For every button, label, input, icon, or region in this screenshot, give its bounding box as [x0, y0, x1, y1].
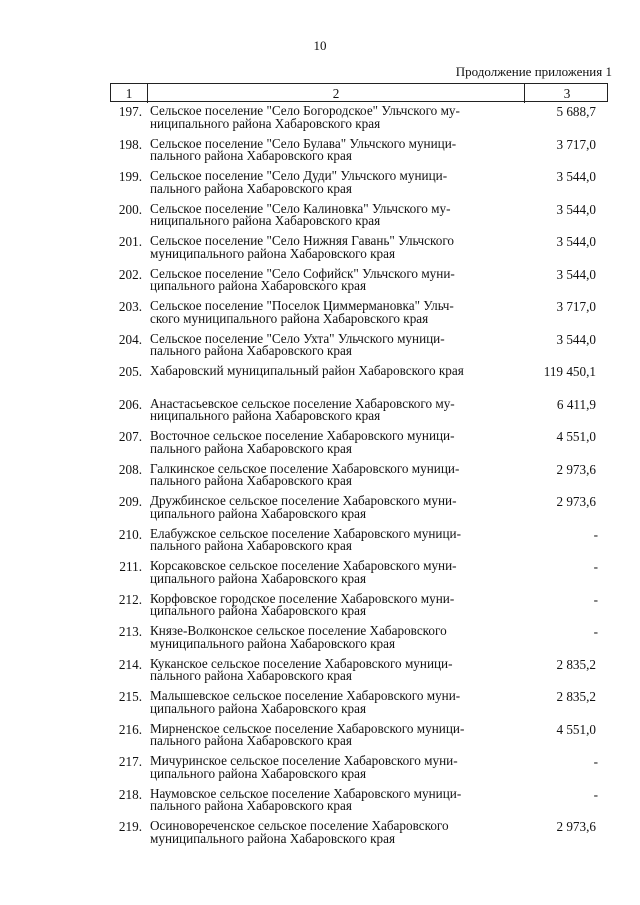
municipality-name-line: Дружбинское сельское поселение Хабаровского муни-: [150, 493, 457, 508]
row-number: 217.: [118, 754, 142, 769]
table-row: [110, 687, 608, 720]
municipality-name-line: ципального района Хабаровского края: [150, 603, 367, 618]
amount-value: 6 411,9: [556, 396, 596, 412]
municipality-name-line: пального района Хабаровского края: [150, 148, 352, 163]
table-row: [110, 167, 608, 200]
municipality-name: [146, 235, 523, 265]
amount-value: 3 544,0: [556, 234, 596, 249]
table-row: [110, 817, 608, 850]
row-number: 211.: [119, 559, 142, 574]
table-row: [110, 557, 608, 590]
amount-value: 2 835,2: [556, 689, 596, 704]
municipality-name: [146, 720, 523, 753]
row-number: 212.: [118, 591, 142, 607]
row-number: 197.: [118, 104, 142, 119]
municipality-name: [146, 820, 523, 850]
header-col-1: 1: [125, 86, 133, 101]
table-row: [110, 590, 608, 623]
table-row: [110, 297, 608, 330]
table-row: [110, 102, 608, 135]
table-body: [110, 102, 608, 850]
municipality-name: [146, 690, 523, 720]
municipality-name-line: ципального района Хабаровского края: [150, 505, 367, 521]
page-number: 10: [313, 38, 327, 53]
row-number: 218.: [118, 786, 142, 802]
row-number: 214.: [118, 656, 142, 672]
municipality-name: [146, 625, 523, 655]
table-row: [110, 720, 608, 753]
table-row: [110, 362, 608, 395]
row-number: 208.: [118, 461, 142, 477]
municipality-name-line: Мичуринское сельское поселение Хабаровского муни-: [150, 753, 458, 768]
municipality-name-line: ципального района Хабаровского края: [150, 765, 367, 781]
municipality-name: [146, 460, 523, 493]
municipality-name-line: ниципального района Хабаровского края: [150, 408, 381, 423]
municipality-name-line: Галкинское сельское поселение Хабаровского муници-: [150, 460, 460, 476]
row-number: 202.: [118, 266, 142, 282]
municipality-name: [146, 560, 523, 590]
table-row: [110, 655, 608, 688]
municipality-name: [146, 495, 523, 525]
row-number: 209.: [118, 494, 142, 509]
allocation-table: [110, 83, 608, 850]
amount-value: 4 551,0: [556, 429, 596, 444]
municipality-name-line: ниципального района Хабаровского края: [150, 115, 381, 131]
amount-value: 3 717,0: [556, 299, 596, 314]
municipality-name: [146, 430, 523, 460]
table-row: [110, 232, 608, 265]
municipality-name-line: Сельское поселение "Село Нижняя Гавань" Ульчского: [150, 233, 455, 248]
amount-value: 3 717,0: [556, 136, 596, 152]
row-number: 205.: [118, 364, 142, 379]
table-row: [110, 135, 608, 168]
municipality-name-line: пального района Хабаровского края: [150, 180, 352, 196]
municipality-name: [146, 105, 523, 135]
municipality-name-line: пального района Хабаровского края: [150, 343, 352, 358]
municipality-name: [146, 330, 523, 363]
municipality-name-line: ципального района Хабаровского края: [150, 278, 367, 293]
amount-value: 5 688,7: [556, 104, 596, 119]
amount-value: 2 973,6: [556, 819, 596, 834]
table-row: [110, 785, 608, 818]
municipality-name-line: Князе-Волконское сельское поселение Хабаровского: [150, 623, 447, 638]
municipality-name-line: пального района Хабаровского края: [150, 440, 352, 456]
municipality-name-line: Осиновореченское сельское поселение Хабаровского: [150, 818, 449, 833]
row-number: 199.: [118, 169, 142, 184]
municipality-name: [146, 265, 523, 298]
header-col-2: 2: [147, 84, 524, 103]
municipality-name-line: пального района Хабаровского края: [150, 668, 352, 683]
municipality-name-line: пального района Хабаровского края: [150, 798, 352, 813]
municipality-name-line: Хабаровский муниципальный район Хабаровского края: [150, 363, 464, 378]
row-number: 204.: [118, 331, 142, 347]
municipality-name-line: Сельское поселение "Село Булава" Ульчского муници-: [150, 135, 457, 151]
municipality-name-line: Корсаковское сельское поселение Хабаровского муни-: [150, 558, 457, 573]
amount-value: -: [593, 591, 598, 607]
row-number: 201.: [118, 234, 142, 249]
municipality-name-line: Анастасьевское сельское поселение Хабаровского му-: [150, 395, 455, 411]
municipality-name-line: Мирненское сельское поселение Хабаровского муници-: [150, 720, 465, 736]
amount-value: -: [593, 754, 598, 769]
municipality-name-line: Корфовское городское поселение Хабаровского муни-: [150, 590, 455, 606]
table-row: [110, 200, 608, 233]
table-row: [110, 492, 608, 525]
amount-value: 3 544,0: [556, 331, 596, 347]
row-number: 206.: [118, 396, 142, 412]
municipality-name: [146, 135, 523, 168]
amount-value: 2 835,2: [556, 656, 596, 672]
amount-value: -: [593, 526, 598, 542]
table-header: [110, 83, 608, 102]
row-number: 219.: [118, 819, 142, 834]
table-row: [110, 330, 608, 363]
municipality-name-line: муниципального района Хабаровского края: [150, 830, 396, 846]
municipality-name: [146, 170, 523, 200]
row-number: 200.: [118, 201, 142, 217]
municipality-name: [146, 300, 523, 330]
amount-value: -: [593, 559, 598, 574]
amount-value: 3 544,0: [556, 266, 596, 282]
table-row: [110, 622, 608, 655]
table-row: [110, 395, 608, 428]
municipality-name-line: пального района Хабаровского края: [150, 473, 352, 488]
municipality-name-line: Наумовское сельское поселение Хабаровского муници-: [150, 785, 462, 801]
table-row: [110, 752, 608, 785]
header-col-3: 3: [524, 84, 609, 103]
municipality-name-line: муниципального района Хабаровского края: [150, 245, 396, 261]
municipality-name: [146, 655, 523, 688]
municipality-name-line: Куканское сельское поселение Хабаровского муници-: [150, 655, 453, 671]
amount-value: 4 551,0: [556, 721, 596, 737]
row-number: 216.: [118, 721, 142, 737]
municipality-name: [146, 365, 523, 395]
municipality-name: [146, 755, 523, 785]
table-row: [110, 525, 608, 558]
municipality-name-line: пального района Хабаровского края: [150, 538, 352, 553]
municipality-name-line: Сельское поселение "Село Богородское" Ульчского му-: [150, 103, 460, 118]
municipality-name-line: ского муниципального района Хабаровского края: [150, 310, 429, 326]
municipality-name-line: муниципального района Хабаровского края: [150, 635, 396, 651]
municipality-name-line: Сельское поселение "Село Софийск" Ульчского муни-: [150, 265, 455, 281]
municipality-name-line: ципального района Хабаровского края: [150, 700, 367, 716]
row-number: 213.: [118, 624, 142, 639]
amount-value: 2 973,6: [556, 461, 596, 477]
amount-value: 2 973,6: [556, 494, 596, 509]
municipality-name-line: Малышевское сельское поселение Хабаровского муни-: [150, 688, 461, 703]
municipality-name: [146, 785, 523, 818]
municipality-name-line: Елабужское сельское поселение Хабаровского муници-: [150, 525, 461, 541]
municipality-name: [146, 525, 523, 558]
amount-value: 3 544,0: [556, 169, 596, 184]
municipality-name: [146, 395, 523, 428]
table-row: [110, 460, 608, 493]
municipality-name: [146, 590, 523, 623]
row-number: 198.: [118, 136, 142, 152]
municipality-name-line: Сельское поселение "Поселок Циммермановка" Ульч-: [150, 298, 454, 313]
amount-value: 3 544,0: [556, 201, 596, 217]
amount-value: -: [593, 786, 598, 802]
row-number: 203.: [118, 299, 142, 314]
municipality-name-line: Восточное сельское поселение Хабаровского муници-: [150, 428, 455, 443]
row-number: 207.: [118, 429, 142, 444]
row-number: 210.: [118, 526, 142, 542]
table-row: [110, 427, 608, 460]
municipality-name-line: пального района Хабаровского края: [150, 733, 352, 748]
municipality-name-line: Сельское поселение "Село Ухта" Ульчского муници-: [150, 330, 445, 346]
row-number: 215.: [118, 689, 142, 704]
amount-value: -: [593, 624, 598, 639]
municipality-name: [146, 200, 523, 233]
municipality-name-line: Сельское поселение "Село Дуди" Ульчского муници-: [150, 168, 448, 183]
municipality-name-line: Сельское поселение "Село Калиновка" Ульчского му-: [150, 200, 451, 216]
amount-value: 119 450,1: [543, 364, 596, 379]
continuation-label: Продолжение приложения 1: [455, 64, 612, 79]
municipality-name-line: ципального района Хабаровского края: [150, 570, 367, 586]
municipality-name-line: ниципального района Хабаровского края: [150, 213, 381, 228]
table-row: [110, 265, 608, 298]
